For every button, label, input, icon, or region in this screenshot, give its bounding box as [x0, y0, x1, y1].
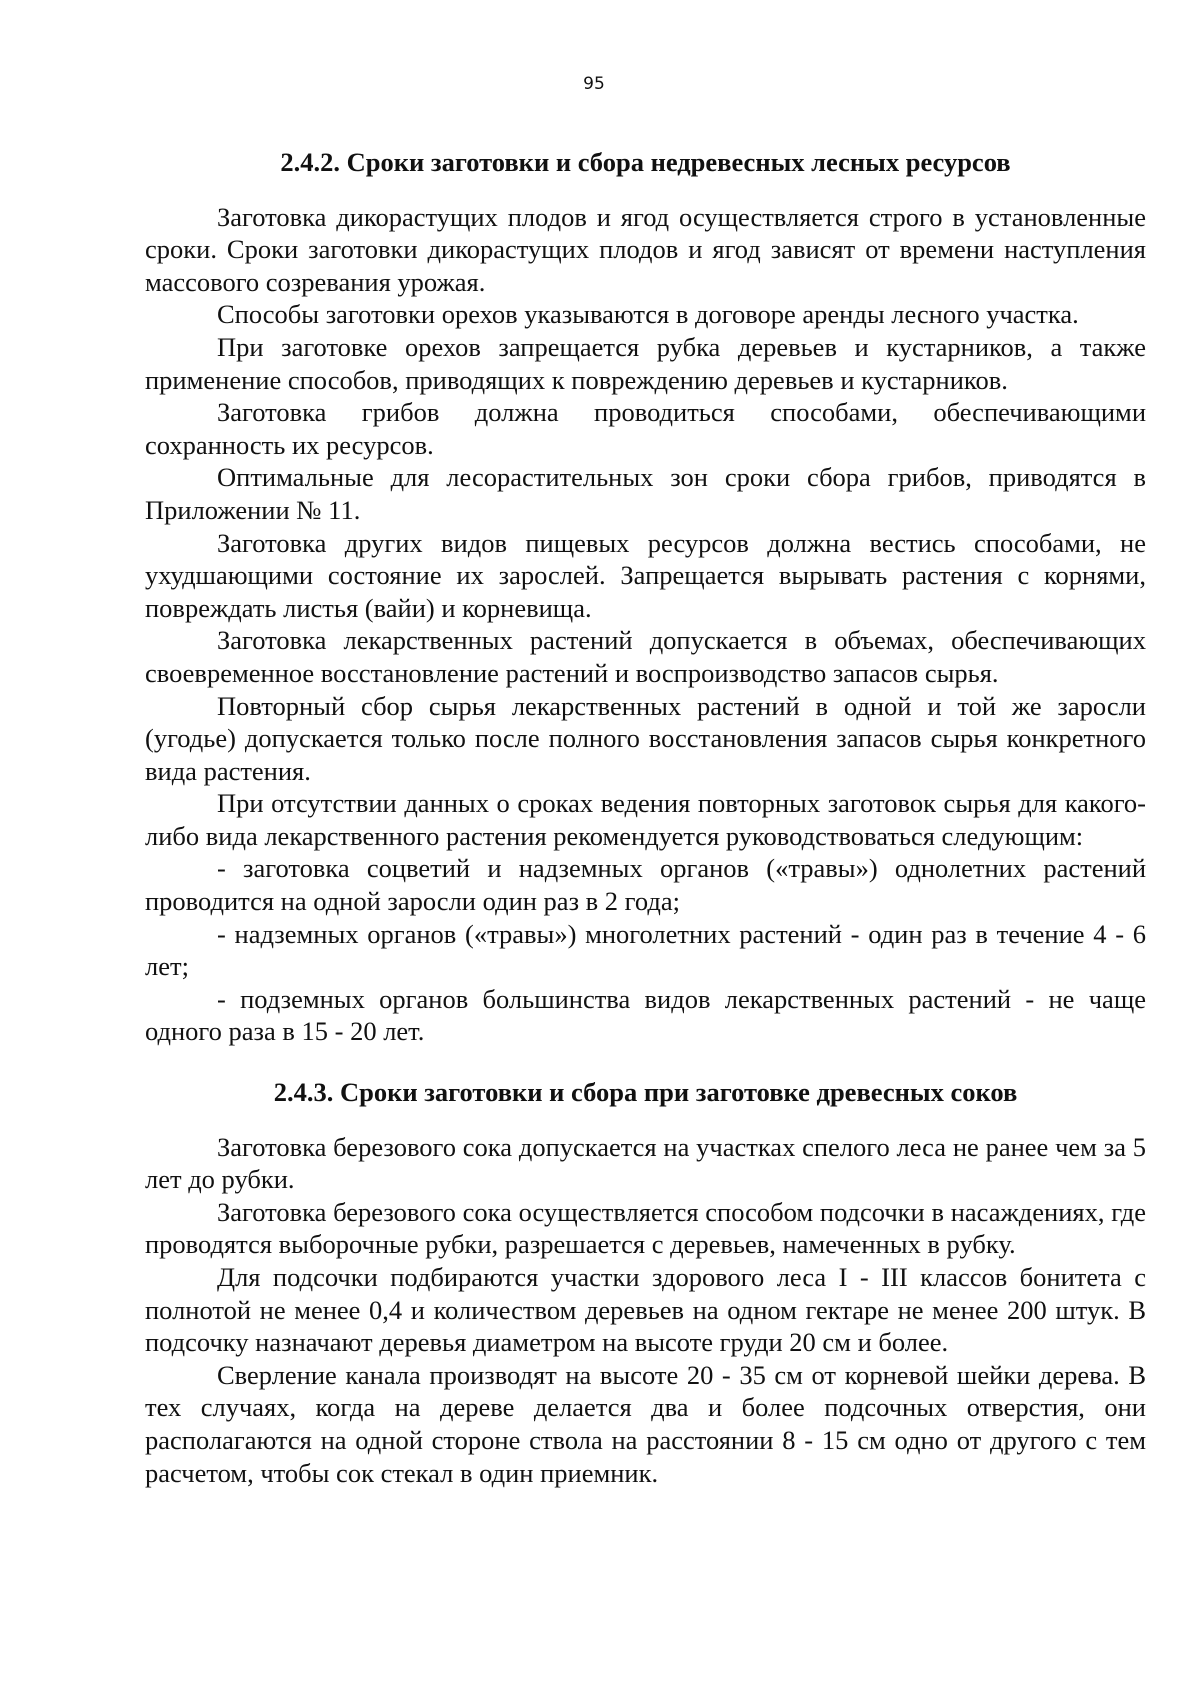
paragraph: Заготовка грибов должна проводиться способами, обеспечивающими сохранность их ресурсов. [145, 397, 1146, 460]
paragraph: Заготовка других видов пищевых ресурсов должна вестись способами, не ухудшающими состояние их зарослей. Запрещается вырывать растения с корнями, повреждать листья (вайи) и корневища. [145, 527, 1146, 623]
paragraph: При отсутствии данных о сроках ведения повторных заготовок сырья для какого-либо вида лекарственного растения рекомендуется руководствоваться следующим: [145, 788, 1146, 851]
paragraph: Способы заготовки орехов указываются в договоре аренды лесного участка. [217, 299, 1079, 330]
paragraph: Заготовка березового сока допускается на участках спелого леса не ранее чем за 5 лет до рубки. [145, 1131, 1146, 1195]
paragraph: Повторный сбор сырья лекарственных растений в одной и той же заросли (угодье) допускается только после полного восстановления запасов сырья конкретного вида растения. [145, 690, 1146, 786]
paragraph: Заготовка дикорастущих плодов и ягод осуществляется строго в установленные сроки. Сроки заготовки дикорастущих плодов и ягод зависят от времени наступления массового созревания урожая. [145, 201, 1146, 297]
page-number: 95 [583, 74, 605, 94]
list-item: - подземных органов большинства видов лекарственных растений - не чаще одного раза в 15 - 20 лет. [145, 983, 1146, 1047]
section-heading-2-4-3: 2.4.3. Сроки заготовки и сбора при заготовке древесных соков [273, 1077, 1018, 1108]
paragraph: Заготовка березового сока осуществляется способом подсочки в насаждениях, где проводятся выборочные рубки, разрешается с деревьев, намеченных в рубку. [145, 1196, 1146, 1260]
paragraph: Оптимальные для лесорастительных зон сроки сбора грибов, приводятся в Приложении № 11. [145, 462, 1146, 525]
paragraph: Для подсочки подбираются участки здорового леса I - III классов бонитета с полнотой не менее 0,4 и количеством деревьев на одном гектаре не менее 200 штук. В подсочку назначают деревья диаметром на высоте груди 20 см и более. [145, 1262, 1146, 1358]
paragraph: Сверление канала производят на высоте 20 - 35 см от корневой шейки дерева. В тех случаях, когда на дереве делается два и более подсочных отверстия, они располагаются на одной стороне ствола на расстоянии 8 - 15 см одно от другого с тем расчетом, чтобы сок стекал в один приемник. [145, 1359, 1146, 1488]
paragraph: Заготовка лекарственных растений допускается в объемах, обеспечивающих своевременное восстановление растений и воспроизводство запасов сырья. [145, 625, 1146, 688]
paragraph: При заготовке орехов запрещается рубка деревьев и кустарников, а также применение способов, приводящих к повреждению деревьев и кустарников. [145, 331, 1146, 395]
list-item: - надземных органов («травы») многолетних растений - один раз в течение 4 - 6 лет; [145, 918, 1146, 982]
list-item: - заготовка соцветий и надземных органов («травы») однолетних растений проводится на одной заросли один раз в 2 года; [145, 853, 1146, 917]
page-content [145, 146, 1146, 1489]
section-heading-2-4-2: 2.4.2. Сроки заготовки и сбора недревесных лесных ресурсов [280, 147, 1011, 177]
